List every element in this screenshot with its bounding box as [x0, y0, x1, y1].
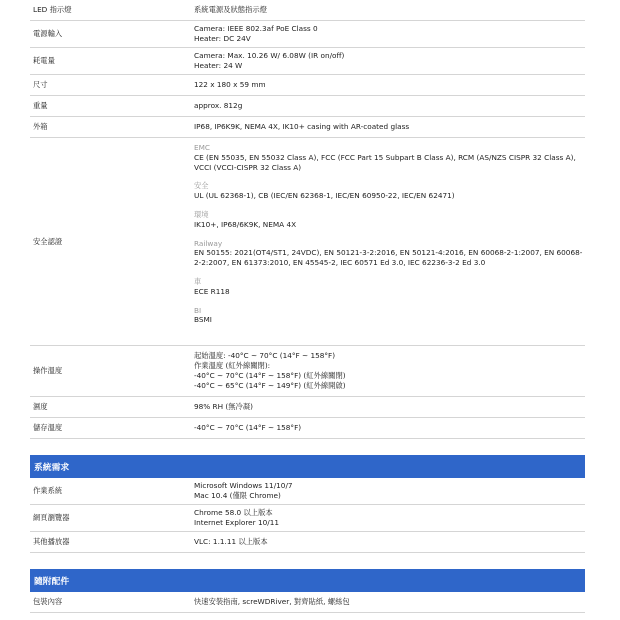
- spec-label: 安全認證: [33, 236, 63, 246]
- spec-label: 濕度: [33, 402, 48, 411]
- spec-label: 尺寸: [33, 80, 48, 89]
- spec-value: [191, 505, 585, 531]
- spec-label: 耗電量: [33, 56, 55, 65]
- spec-label: 作業系統: [33, 486, 63, 495]
- spec-value-line: Mac 10.4 (僅限 Chrome): [194, 491, 281, 500]
- spec-value-line: 作業溫度 (紅外線關閉):: [194, 361, 271, 371]
- cert-group-title: 安全: [194, 181, 209, 191]
- spec-value-line: 起始溫度: -40°C ~ 70°C (14°F ~ 158°F): [194, 351, 336, 361]
- cert-group-title: Railway: [194, 238, 223, 248]
- spec-value-line: VLC: 1.1.11 以上版本: [194, 537, 268, 547]
- spec-row-dimensions: [30, 75, 585, 96]
- cert-group-bsmi: [194, 306, 585, 326]
- spec-table: [30, 0, 585, 613]
- cert-group-safety: [194, 181, 585, 201]
- spec-row-power-input: [30, 21, 585, 48]
- spec-label: 其他播放器: [33, 537, 70, 546]
- spec-value-line: -40°C ~ 70°C (14°F ~ 158°F): [194, 423, 302, 433]
- cert-group-emc: [194, 143, 585, 172]
- cert-group-line: IK10+, IP68/6K9K, NEMA 4X: [194, 219, 297, 229]
- cert-group-line: CE (EN 55035, EN 55032 Class A), FCC (FCC Part 15 Subpart B Class A), RCM (AS/NZS CISPR 32 Class A),: [194, 152, 576, 162]
- spec-row-operating-temp: [30, 346, 585, 397]
- section-header-system: 系統需求: [30, 455, 585, 478]
- spec-value-line: -40°C ~ 70°C (14°F ~ 158°F) (紅外線關閉): [194, 371, 346, 380]
- spec-value: [191, 75, 585, 95]
- spec-label: 網頁瀏覽器: [33, 513, 70, 522]
- section-header-accessories: 隨附配件: [30, 569, 585, 592]
- cert-group-title: 車: [194, 276, 202, 286]
- spec-row-power-consumption: [30, 48, 585, 75]
- spec-value-line: 122 x 180 x 59 mm: [194, 80, 266, 90]
- cert-group-railway: [194, 239, 585, 268]
- cert-group-line: BSMI: [194, 315, 212, 325]
- cert-group-title: EMC: [194, 143, 211, 152]
- spec-row-player: [30, 532, 585, 553]
- spec-value: [191, 0, 585, 20]
- cert-group-line: 2-2:2007, EN 61373:2010, EN 45545-2, IEC 60571 Ed 3.0, IEC 62236-3-2 Ed 3.0: [194, 258, 486, 268]
- spec-value-line: IP68, IP6K9K, NEMA 4X, IK10+ casing with AR-coated glass: [194, 122, 410, 132]
- spec-label: 外箱: [33, 122, 48, 131]
- spec-value: [191, 346, 585, 396]
- spec-value: [191, 418, 585, 438]
- spec-value-line: Camera: Max. 10.26 W/ 6.08W (IR on/off): [194, 51, 345, 61]
- spec-label: 操作溫度: [33, 366, 63, 375]
- spec-value: [191, 478, 585, 504]
- spec-row-package: [30, 592, 585, 613]
- spec-value-line: -40°C ~ 65°C (14°F ~ 149°F) (紅外線開啟): [194, 380, 346, 390]
- spec-value: [191, 532, 585, 552]
- spec-value-line: 系統電源及狀態指示燈: [194, 5, 267, 15]
- spec-value-line: Heater: DC 24V: [194, 34, 251, 43]
- spec-value: [191, 592, 585, 612]
- spec-row-humidity: [30, 397, 585, 418]
- spec-row-weight: [30, 96, 585, 117]
- cert-group-line: VCCI (VCCI-CISPR 32 Class A): [194, 162, 302, 172]
- spec-row-storage-temp: [30, 418, 585, 439]
- cert-group-vehicle: [194, 277, 585, 297]
- section-gap: [30, 439, 585, 455]
- cert-group-title: BI: [194, 305, 202, 315]
- spec-value-line: Camera: IEEE 802.3af PoE Class 0: [194, 24, 318, 34]
- spec-value: [191, 48, 585, 74]
- spec-label: LED 指示燈: [33, 5, 72, 14]
- spec-row-enclosure: [30, 117, 585, 138]
- spec-value-line: Chrome 58.0 以上版本: [194, 508, 273, 518]
- spec-value-line: Internet Explorer 10/11: [194, 518, 280, 527]
- spec-value: [191, 117, 585, 137]
- spec-value-line: Microsoft Windows 11/10/7: [194, 481, 293, 491]
- spec-label: 包裝內容: [33, 597, 63, 606]
- spec-label: 電源輸入: [33, 29, 63, 38]
- spec-value-line: 98% RH (無冷凝): [194, 402, 253, 412]
- cert-group-environment: [194, 210, 585, 230]
- spec-value-line: Heater: 24 W: [194, 61, 243, 70]
- spec-value: [191, 397, 585, 417]
- spec-row-certification: [30, 138, 585, 346]
- spec-value: [191, 96, 585, 116]
- spec-row-os: [30, 478, 585, 505]
- cert-group-line: UL (UL 62368-1), CB (IEC/EN 62368-1, IEC/EN 60950-22, IEC/EN 62471): [194, 191, 455, 201]
- cert-group-line: EN 50155: 2021(OT4/ST1, 24VDC), EN 50121-3-2:2016, EN 50121-4:2016, EN 60068-2-1:2007, EN 60068-: [194, 248, 583, 258]
- cert-group-line: ECE R118: [194, 286, 230, 296]
- spec-value: [191, 21, 585, 47]
- spec-row-led: [30, 0, 585, 21]
- spec-label: 重量: [33, 101, 48, 110]
- spec-label: 儲存溫度: [33, 423, 63, 432]
- spec-value-line: 快速安裝指南, screWDRiver, 對齊貼紙, 螺絲包: [194, 597, 350, 607]
- spec-row-browser: [30, 505, 585, 532]
- spec-value: [191, 138, 585, 345]
- section-gap: [30, 553, 585, 569]
- spec-value-line: approx. 812g: [194, 101, 243, 111]
- cert-group-title: 環境: [194, 209, 209, 219]
